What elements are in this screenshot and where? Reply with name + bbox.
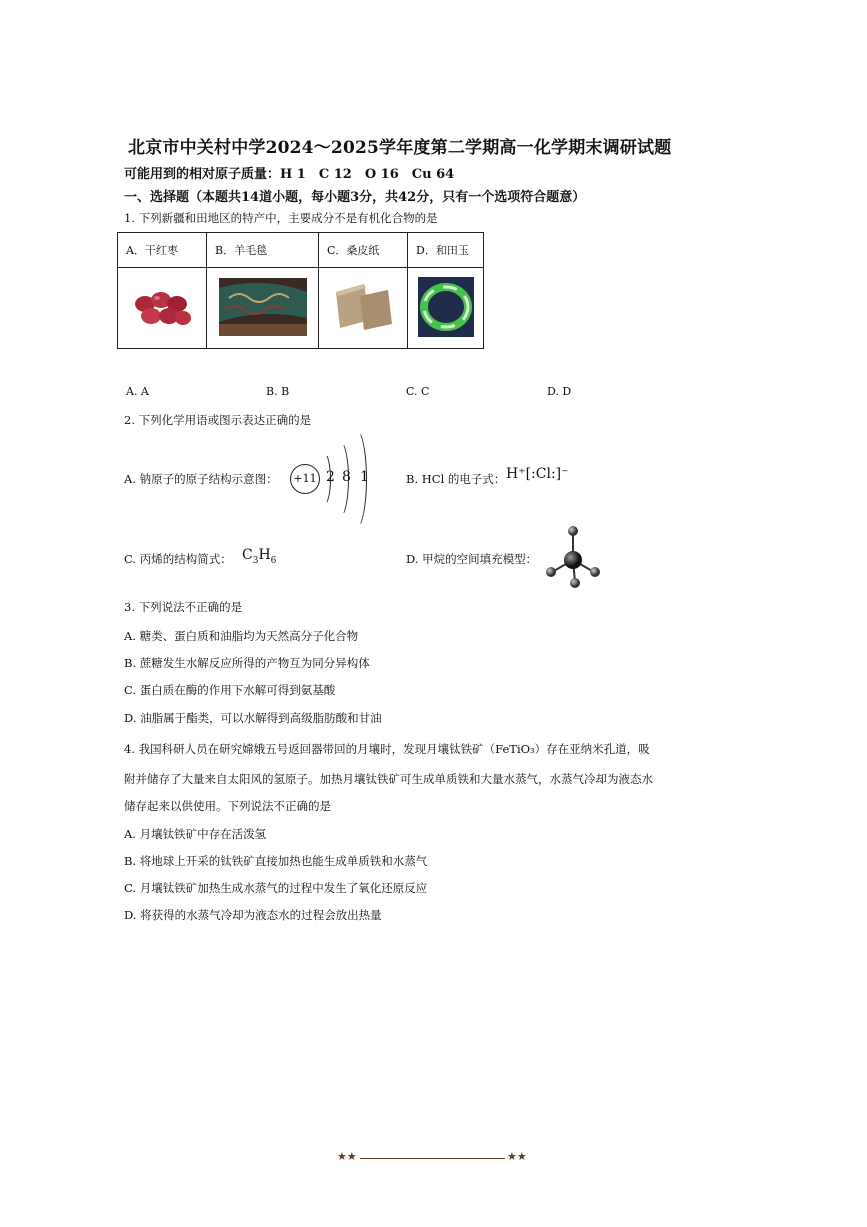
page-title: 北京市中关村中学2024～2025学年度第二学期高一化学期末调研试题 xyxy=(128,138,672,158)
q1-option-a: A．干红枣 xyxy=(118,233,207,268)
footer-divider xyxy=(360,1158,505,1159)
footer-stars-left: ★★ xyxy=(337,1150,357,1163)
q1-answer-d: D. D xyxy=(547,385,572,398)
methane-ball-stick-model xyxy=(542,524,602,590)
propene-formula: $C_3H_6$ xyxy=(242,547,277,566)
shell-count-3: 1 xyxy=(360,469,369,485)
jade-bangle-photo xyxy=(408,268,484,349)
wool-carpet-photo xyxy=(207,268,319,349)
section-heading: 一、选择题（本题共14道小题，每小题3分，共42分，只有一个选项符合题意） xyxy=(124,190,586,205)
q2-stem: 2. 下列化学用语或图示表达正确的是 xyxy=(124,413,312,427)
q1-answer-b: B. B xyxy=(266,385,290,398)
q2-option-b-label: B. HCl 的电子式： xyxy=(406,472,506,486)
q2-option-c-label: C. 丙烯的结构简式： xyxy=(124,552,232,566)
q3-option-c: C. 蛋白质在酶的作用下水解可得到氨基酸 xyxy=(124,683,336,697)
q1-answer-a: A. A xyxy=(126,385,149,398)
q3-option-b: B. 蔗糖发生水解反应所得的产物互为同分异构体 xyxy=(124,656,370,670)
q1-answer-c: C. C xyxy=(406,385,430,398)
q3-option-a: A. 糖类、蛋白质和油脂均为天然高分子化合物 xyxy=(124,629,359,643)
hcl-electron-formula: H⁺[:Cl:]⁻ xyxy=(506,466,569,482)
q2-option-a-label: A. 钠原子的原子结构示意图： xyxy=(124,472,278,486)
q4-stem-line-3: 储存起来以供使用。下列说法不正确的是 xyxy=(124,799,331,813)
red-dates-photo xyxy=(118,268,207,349)
q3-option-d: D. 油脂属于酯类，可以水解得到高级脂肪酸和甘油 xyxy=(124,711,382,725)
sodium-nucleus: +11 xyxy=(290,464,320,494)
q4-stem-line-1: 4. 我国科研人员在研究嫦娥五号返回器带回的月壤时，发现月壤钛铁矿（FeTiO₃）存在亚纳米孔道，吸 xyxy=(124,742,650,756)
q4-option-a: A. 月壤钛铁矿中存在活泼氢 xyxy=(124,827,267,841)
q4-option-c: C. 月壤钛铁矿加热生成水蒸气的过程中发生了氧化还原反应 xyxy=(124,881,428,895)
q4-stem-line-2: 附并储存了大量来自太阳风的氢原子。加热月壤钛铁矿可生成单质铁和大量水蒸气，水蒸气冷却为液态水 xyxy=(124,772,653,786)
shell-count-2: 8 xyxy=(342,469,351,485)
q1-option-c: C．桑皮纸 xyxy=(319,233,408,268)
q1-option-d: D．和田玉 xyxy=(408,233,484,268)
q3-stem: 3. 下列说法不正确的是 xyxy=(124,600,243,614)
q4-option-b: B. 将地球上开采的钛铁矿直接加热也能生成单质铁和水蒸气 xyxy=(124,854,428,868)
q2-option-d-label: D. 甲烷的空间填充模型： xyxy=(406,552,538,566)
q1-options-table xyxy=(117,232,484,349)
atomic-mass-line: 可能用到的相对原子质量：H 1 C 12 O 16 Cu 64 xyxy=(124,167,455,182)
footer-stars-right: ★★ xyxy=(507,1150,527,1163)
q1-stem: 1. 下列新疆和田地区的特产中，主要成分不是有机化合物的是 xyxy=(124,211,438,225)
q1-option-b: B．羊毛毯 xyxy=(207,233,319,268)
shell-count-1: 2 xyxy=(326,469,335,485)
q4-option-d: D. 将获得的水蒸气冷却为液态水的过程会放出热量 xyxy=(124,908,382,922)
mulberry-paper-photo xyxy=(319,268,408,349)
